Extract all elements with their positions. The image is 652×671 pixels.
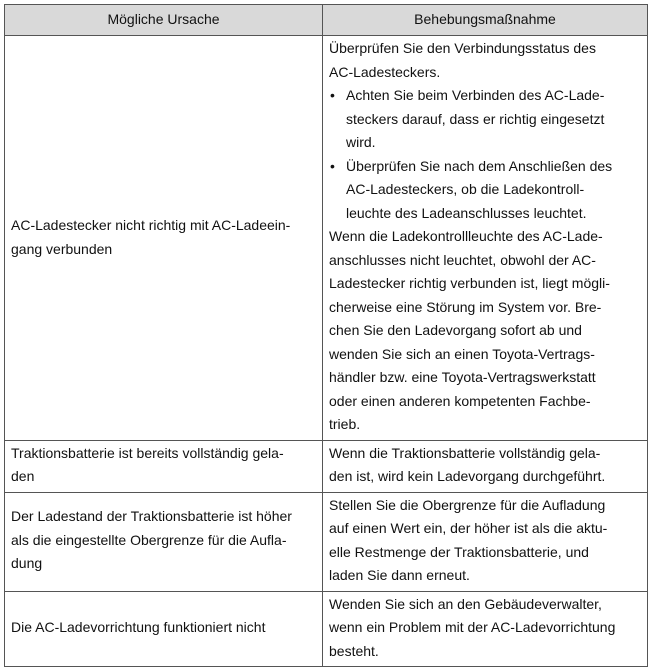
bullet-line: leuchte des Ladeanschlusses leuchtet. <box>346 204 587 221</box>
list-item <box>329 155 641 226</box>
remedy-line: Überprüfen Sie den Verbindungsstatus des <box>329 40 596 56</box>
remedy-outro <box>329 225 641 437</box>
bullet-line: Überprüfen Sie nach dem Anschließen des <box>346 157 613 174</box>
cause-line: Traktionsbatterie ist bereits vollständig gela- <box>11 444 284 461</box>
remedy-line: anschlusses nicht leuchtet, obwohl der AC- <box>329 251 596 268</box>
cause-line: gang verbunden <box>11 240 113 257</box>
cause-cell <box>5 492 323 591</box>
list-item <box>329 84 641 155</box>
remedy-line: händler bzw. eine Toyota-Vertragswerkstatt <box>329 369 596 385</box>
cause-line: AC-Ladestecker nicht richtig mit AC-Ladeein- <box>11 217 291 234</box>
cause-line: Die AC-Ladevorrichtung funktioniert nicht <box>11 619 266 635</box>
remedy-line: AC-Ladesteckers. <box>329 63 441 80</box>
remedy-line: oder einen anderen kompetenten Fachbe- <box>329 392 591 409</box>
bullet-icon: • <box>330 87 335 103</box>
remedy-bullet-list <box>329 84 641 225</box>
remedy-intro <box>329 37 641 84</box>
remedy-cell <box>323 440 648 492</box>
table-row <box>5 440 648 492</box>
remedy-line: Wenn die Traktionsbatterie vollständig gela- <box>329 444 601 461</box>
cause-cell <box>5 591 323 667</box>
table-row <box>5 591 648 667</box>
remedy-line: wenn ein Problem mit der AC-Ladevorrichtung <box>329 619 616 635</box>
remedy-line: Stellen Sie die Obergrenze für die Aufladung <box>329 496 606 513</box>
troubleshooting-table <box>4 4 648 667</box>
table-row <box>5 492 648 591</box>
cause-line: als die eingestellte Obergrenze für die Aufla- <box>11 531 287 548</box>
remedy-line: chen Sie den Ladevorgang sofort ab und <box>329 322 582 338</box>
remedy-line: trieb. <box>329 416 361 432</box>
cause-line: Der Ladestand der Traktionsbatterie ist höher <box>11 508 292 525</box>
bullet-icon: • <box>330 157 335 174</box>
cause-line: den <box>11 468 35 484</box>
table-row <box>5 36 648 441</box>
remedy-line: laden Sie dann erneut. <box>329 567 470 583</box>
bullet-line: wird. <box>346 134 376 150</box>
table-header-row <box>5 5 648 36</box>
remedy-line: Wenn die Ladekontrollleuchte des AC-Lade- <box>329 228 603 244</box>
cause-line: dung <box>11 555 43 572</box>
remedy-line: cherweise eine Störung im System vor. Bre- <box>329 298 602 315</box>
remedy-cell <box>323 36 648 441</box>
remedy-cell <box>323 492 648 591</box>
header-remedy: Behebungsmaßnahme <box>323 5 648 36</box>
bullet-line: steckers darauf, dass er richtig eingesetzt <box>346 110 605 127</box>
remedy-line: Wenden Sie sich an den Gebäudeverwalter, <box>329 595 602 612</box>
bullet-line: Achten Sie beim Verbinden des AC-Lade- <box>346 87 605 103</box>
remedy-line: den ist, wird kein Ladevorgang durchgeführt. <box>329 468 606 484</box>
remedy-line: elle Restmenge der Traktionsbatterie, und <box>329 543 589 560</box>
cause-cell <box>5 36 323 441</box>
cause-cell <box>5 440 323 492</box>
bullet-line: AC-Ladesteckers, ob die Ladekontroll- <box>346 181 585 197</box>
header-cause: Mögliche Ursache <box>5 5 323 36</box>
remedy-line: besteht. <box>329 642 379 659</box>
remedy-line: auf einen Wert ein, der höher ist als die aktu- <box>329 520 608 536</box>
remedy-cell <box>323 591 648 667</box>
remedy-line: wenden Sie sich an einen Toyota-Vertrags- <box>329 345 595 362</box>
remedy-line: Ladestecker richtig verbunden ist, liegt mögli- <box>329 275 610 291</box>
